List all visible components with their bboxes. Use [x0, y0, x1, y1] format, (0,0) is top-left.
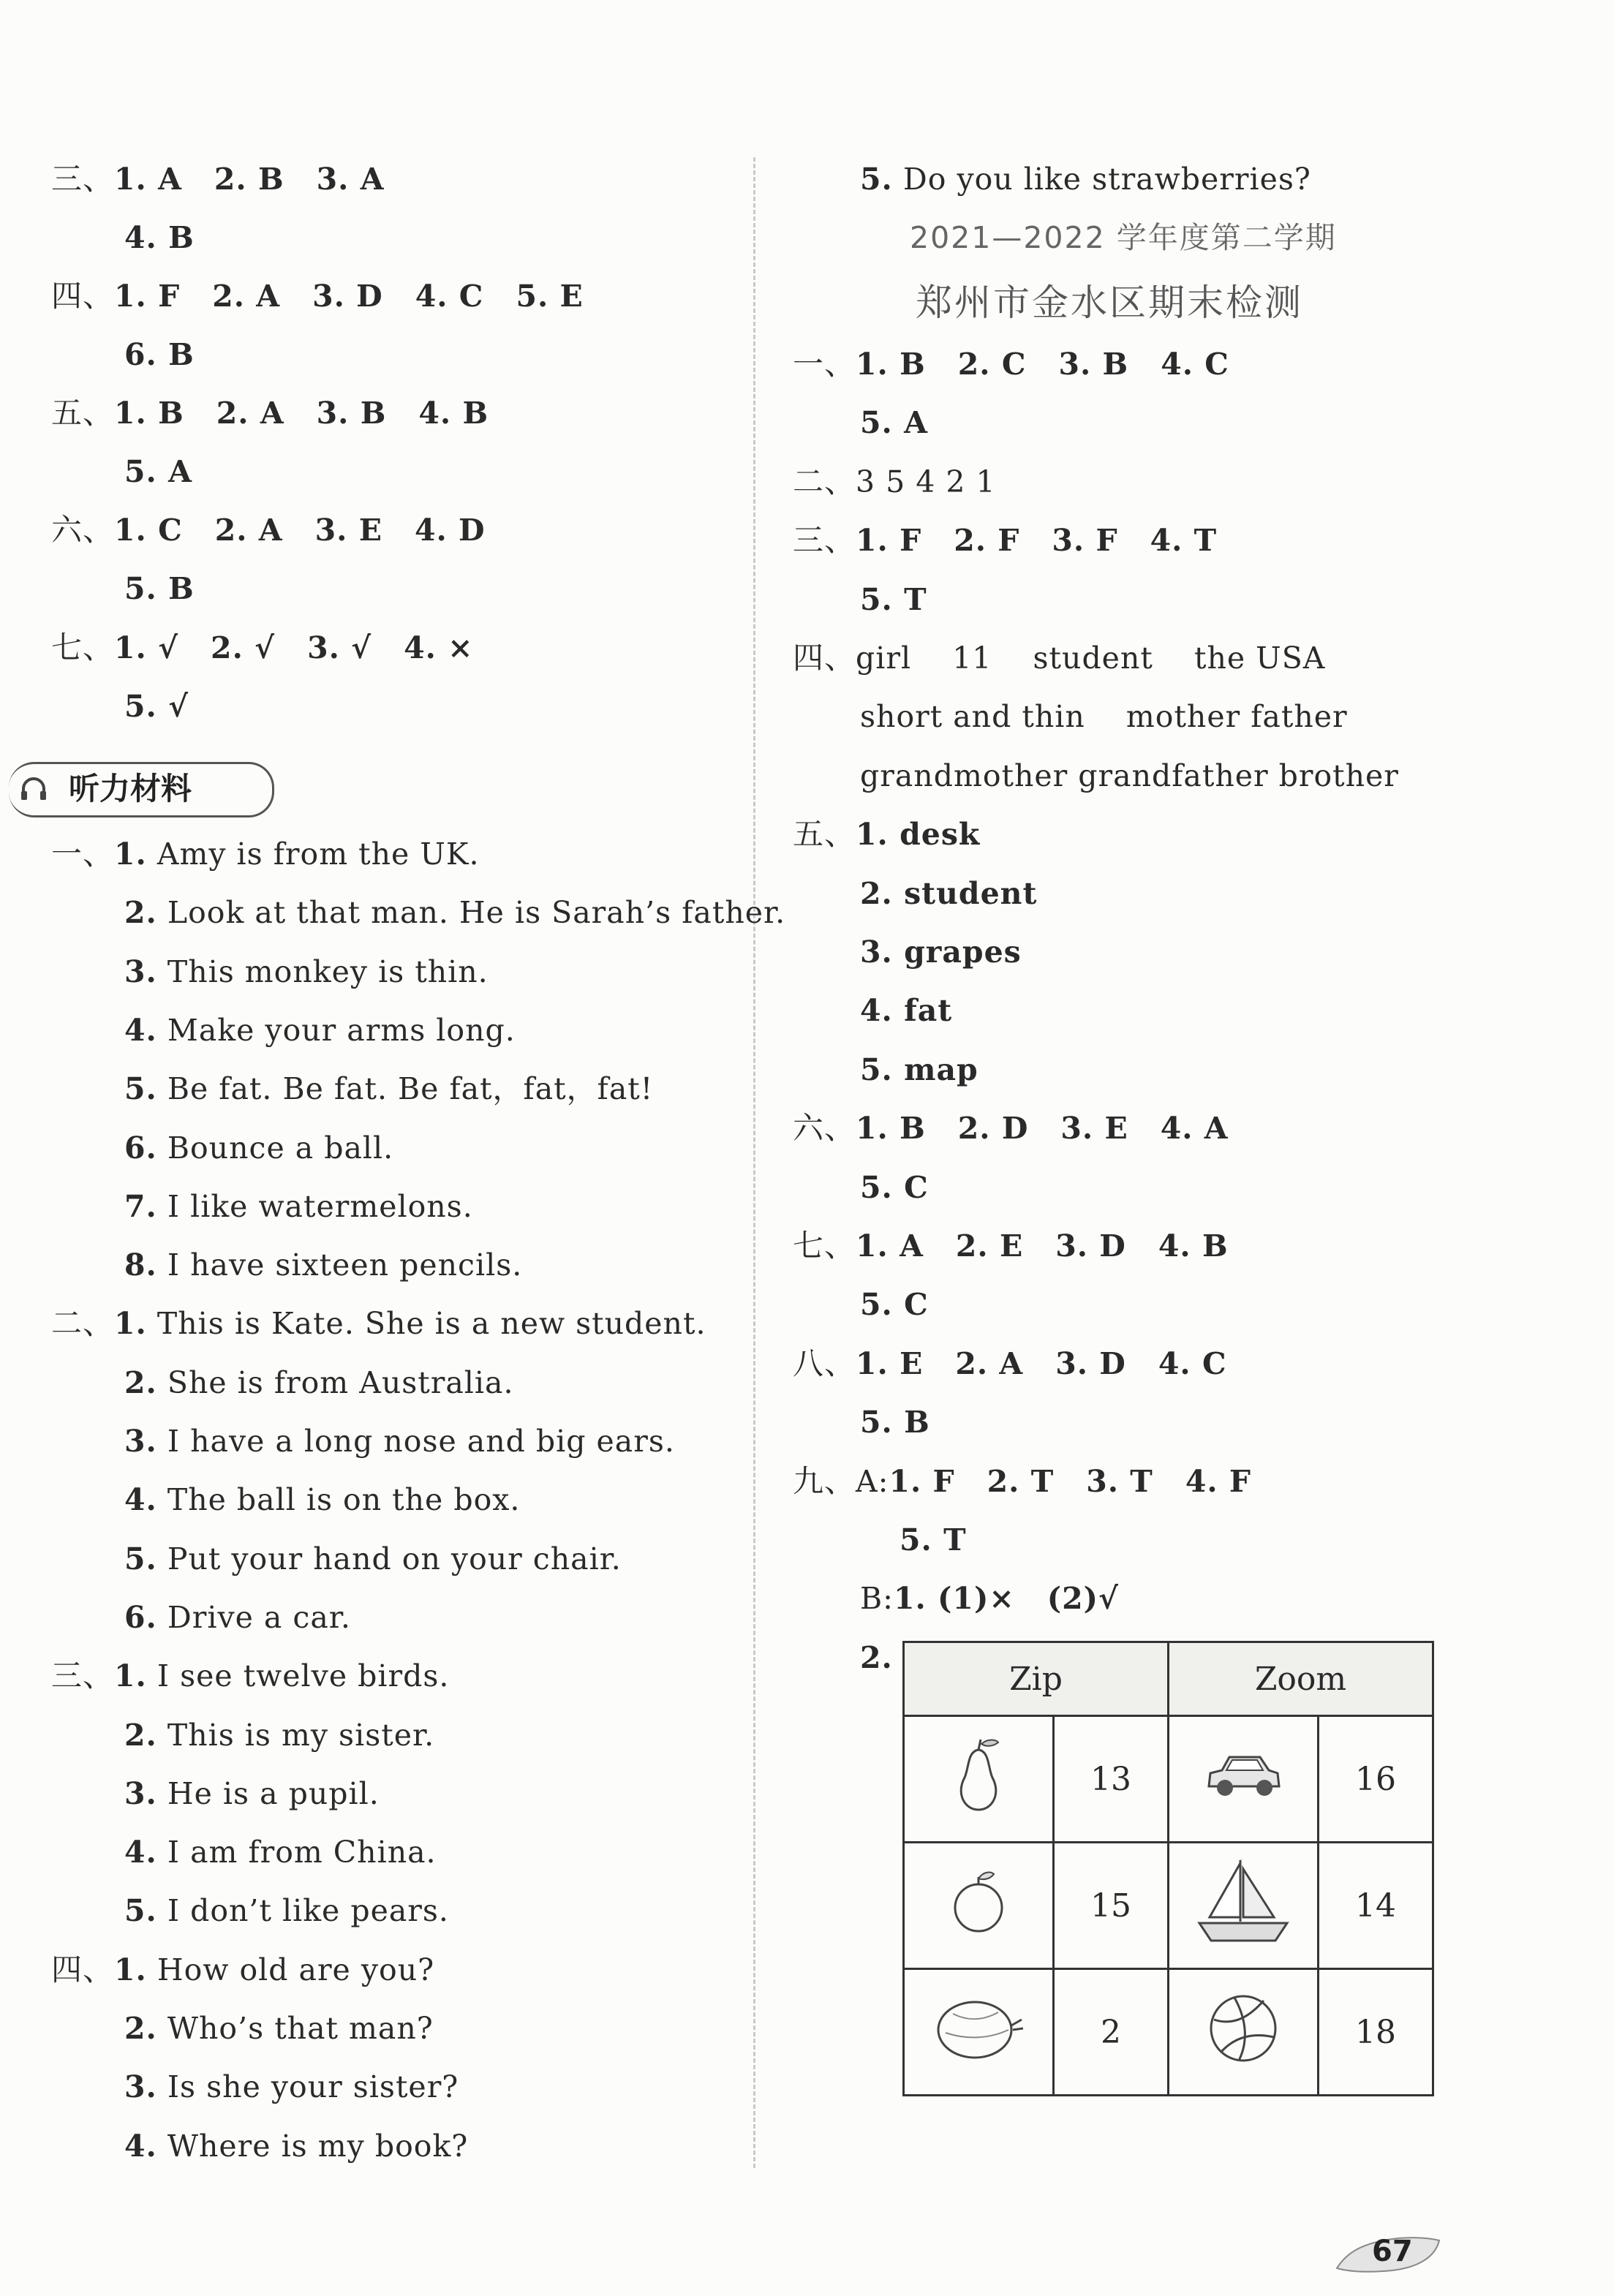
answer-line: 2. student: [860, 876, 1038, 911]
answer-line: 4. B: [124, 220, 195, 255]
banner-label: 听力材料: [69, 771, 192, 807]
answer-line: 6. B: [124, 337, 195, 372]
listening-line: 5. Put your hand on your chair.: [124, 1541, 622, 1576]
listening-line: 2. This is my sister.: [124, 1718, 435, 1753]
ball-icon: [1207, 1992, 1280, 2065]
listening-line: 3. This monkey is thin.: [124, 954, 489, 989]
answer-line: 四、1. F 2. A 3. D 4. C 5. E: [51, 278, 584, 314]
listening-line: 2. Who’s that man?: [124, 2011, 434, 2046]
answer-line: 九、A:1. F 2. T 3. T 4. F: [793, 1463, 1252, 1499]
answer-line: 5. Do you like strawberries?: [860, 162, 1311, 197]
listening-line: 5. Be fat. Be fat. Be fat，fat，fat!: [124, 1071, 654, 1106]
answer-line: 六、1. C 2. A 3. E 4. D: [51, 512, 486, 548]
answer-line: 5. A: [860, 405, 928, 440]
listening-line: 4. Where is my book?: [124, 2129, 469, 2164]
answer-line: 5. map: [860, 1052, 978, 1087]
listening-line: 2. Look at that man. He is Sarah’s father.: [124, 895, 786, 930]
answer-line: 5. √: [124, 689, 189, 724]
exam-year: 2021—2022 学年度第二学期: [910, 220, 1337, 255]
zoom-count: 14: [1319, 1843, 1433, 1969]
answer-line: 八、1. E 2. A 3. D 4. C: [793, 1345, 1227, 1381]
answer-line: 七、1. A 2. E 3. D 4. B: [793, 1228, 1229, 1264]
table-row: [904, 1969, 1433, 2096]
listening-line: 3. Is she your sister?: [124, 2069, 459, 2104]
listening-line: 四、1. How old are you?: [51, 1952, 435, 1987]
answer-line: 5. A: [124, 454, 192, 489]
answer-line: 4. fat: [860, 993, 953, 1028]
zoom-count: 16: [1319, 1716, 1433, 1843]
answer-line: B:1. (1)× (2)√: [860, 1581, 1119, 1616]
zip-count: 2: [1054, 1969, 1169, 2096]
answer-line: 5. T: [860, 582, 927, 617]
pear-icon: [946, 1735, 1011, 1816]
answer-line: 2.: [860, 1640, 893, 1675]
listening-line: 2. She is from Australia.: [124, 1365, 514, 1400]
answer-line: 二、3 5 4 2 1: [793, 464, 996, 499]
zip-count: 15: [1054, 1843, 1169, 1969]
exam-title: 郑州市金水区期末检测: [916, 282, 1303, 324]
answer-line: 5. C: [860, 1170, 929, 1205]
answer-line: 四、girl 11 student the USA: [793, 640, 1326, 676]
answer-line: 五、1. desk: [793, 816, 981, 852]
listening-line: 一、1. Amy is from the UK.: [51, 836, 480, 872]
listening-line: 二、1. This is Kate. She is a new student.: [51, 1305, 706, 1341]
listening-line: 8. I have sixteen pencils.: [124, 1247, 523, 1283]
listening-line: 3. He is a pupil.: [124, 1776, 380, 1811]
answer-line: 五、1. B 2. A 3. B 4. B: [51, 395, 489, 431]
answer-line: 5. T: [900, 1522, 967, 1557]
orange-icon: [946, 1865, 1011, 1938]
car-icon: [1203, 1742, 1283, 1808]
listening-line: 4. The ball is on the box.: [124, 1482, 521, 1517]
page-number: 67: [1372, 2235, 1413, 2268]
answer-line: 5. C: [860, 1287, 929, 1322]
listening-line: 5. I don’t like pears.: [124, 1893, 449, 1928]
answer-line: 5. B: [860, 1405, 930, 1440]
table-row: [904, 1716, 1433, 1843]
listening-line: 4. I am from China.: [124, 1835, 437, 1870]
listening-line: 三、1. I see twelve birds.: [51, 1658, 450, 1693]
answer-line: 七、1. √ 2. √ 3. √ 4. ×: [51, 630, 474, 665]
zoom-count: 18: [1319, 1969, 1433, 2096]
zip-count: 13: [1054, 1716, 1169, 1843]
column-divider: [753, 157, 755, 2168]
zip-zoom-table: [902, 1641, 1434, 2096]
boat-icon: [1192, 1854, 1294, 1949]
listening-line: 6. Drive a car.: [124, 1600, 351, 1635]
table-row: [904, 1843, 1433, 1969]
answer-line: 六、1. B 2. D 3. E 4. A: [793, 1110, 1229, 1146]
watermelon-icon: [931, 1992, 1026, 2065]
table-header-zip: Zip: [904, 1642, 1169, 1716]
answer-line: 5. B: [124, 571, 195, 606]
listening-line: 6. Bounce a ball.: [124, 1130, 394, 1166]
listening-line: 7. I like watermelons.: [124, 1189, 473, 1224]
listening-line: 4. Make your arms long.: [124, 1013, 516, 1048]
answer-line: 三、1. F 2. F 3. F 4. T: [793, 522, 1218, 558]
answer-line: 3. grapes: [860, 934, 1022, 970]
listening-material-banner: [9, 762, 274, 817]
answer-line: 三、1. A 2. B 3. A: [51, 161, 385, 197]
answer-line: 一、1. B 2. C 3. B 4. C: [793, 346, 1229, 382]
headphones-icon: [19, 774, 48, 804]
table-header-zoom: Zoom: [1169, 1642, 1433, 1716]
answer-line: grandmother grandfather brother: [860, 758, 1399, 793]
listening-line: 3. I have a long nose and big ears.: [124, 1424, 675, 1459]
answer-line: short and thin mother father: [860, 699, 1348, 734]
